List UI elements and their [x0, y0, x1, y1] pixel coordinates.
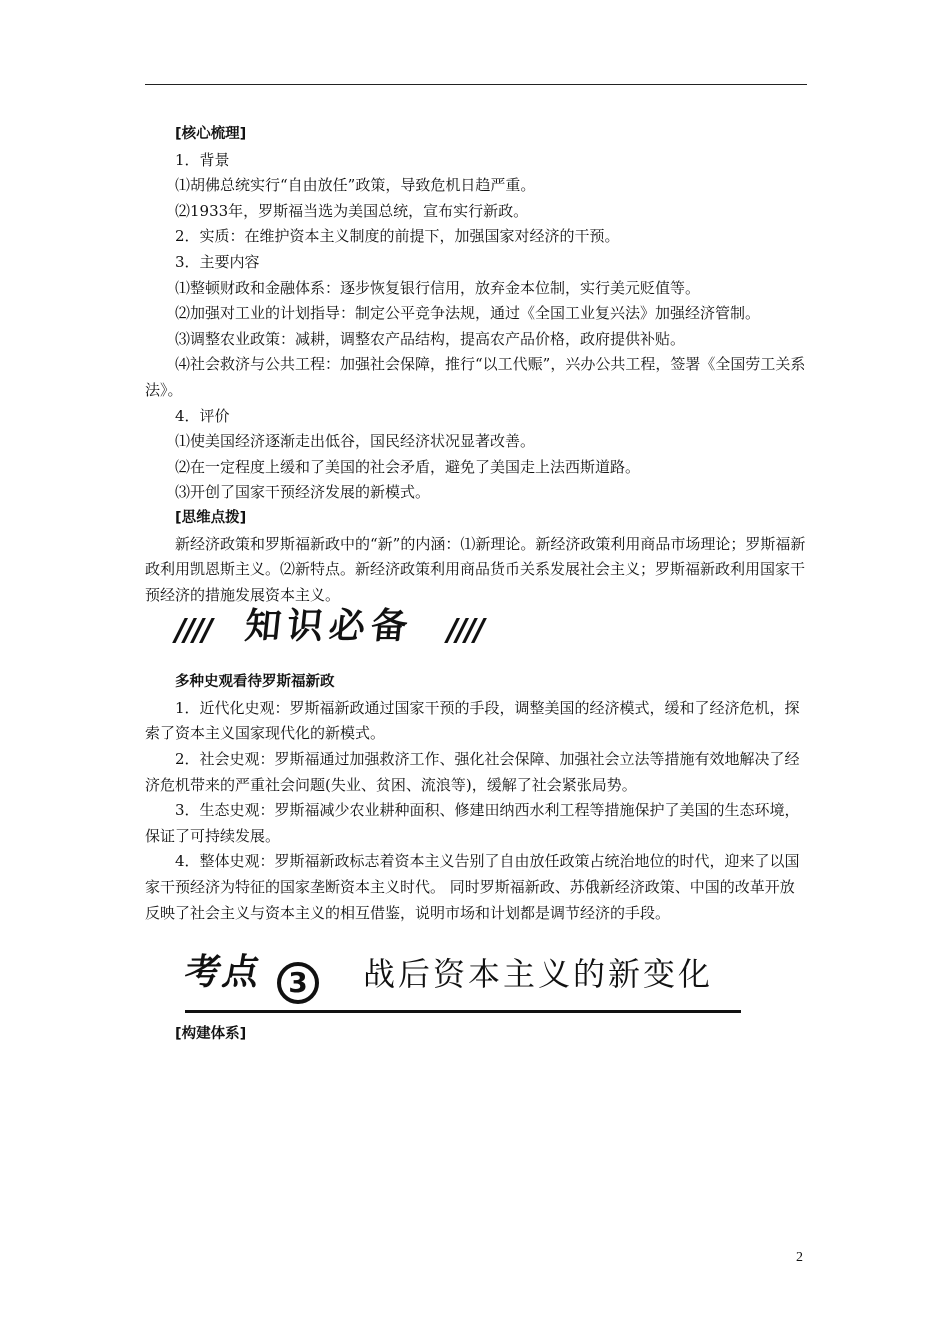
- core-line: 3．主要内容: [175, 252, 260, 271]
- views-heading: 多种史观看待罗斯福新政: [175, 674, 335, 691]
- banner-slashes-right: ////: [447, 613, 483, 649]
- kaodian-banner: [145, 951, 809, 1016]
- tips-paragraph: 新经济政策和罗斯福新政中的“新”的内涵：⑴新理论。新经济政策利用商品市场理论；罗斯福新政利用凯恩斯主义。⑵新特点。新经济政策利用商品货币关系发展社会主义；罗斯福新政利用国家干预经济的措施发展资本主义。: [145, 534, 806, 604]
- kaodian-label: 考点: [181, 951, 265, 994]
- views-paragraph: 2．社会史观：罗斯福通过加强救济工作、强化社会保障、加强社会立法等措施有效地解决了经济危机带来的严重社会问题(失业、贫困、流浪等)，缓解了社会紧张局势。: [145, 750, 800, 794]
- views-paragraph: 1．近代化史观：罗斯福新政通过国家干预的手段，调整美国的经济模式，缓和了经济危机，探索了资本主义国家现代化的新模式。: [145, 698, 800, 743]
- header-rule: [145, 84, 807, 85]
- core-line: ⑶开创了国家干预经济发展的新模式。: [175, 483, 431, 502]
- views-paragraph: 3．生态史观：罗斯福减少农业耕种面积、修建田纳西水利工程等措施保护了美国的生态环境，保证了可持续发展。: [145, 801, 800, 845]
- kaodian-number: 3: [277, 962, 319, 1004]
- core-line: ⑵在一定程度上缓和了美国的社会矛盾，避免了美国走上法西斯道路。: [175, 457, 641, 476]
- page-content: [145, 122, 809, 1048]
- core-line: ⑴使美国经济逐渐走出低谷，国民经济状况显著改善。: [175, 432, 536, 451]
- knowledge-banner-title: 知识必备: [242, 605, 416, 648]
- banner-slashes-left: ////: [175, 613, 211, 649]
- core-line: ⑷社会救济与公共工程：加强社会保障，推行“以工代赈”，兴办公共工程，签署《全国劳工关系法》。: [145, 355, 806, 399]
- core-line: ⑴整顿财政和金融体系：逐步恢复银行信用，放弃金本位制，实行美元贬值等。: [175, 278, 701, 297]
- build-heading: [构建体系]: [175, 1026, 247, 1043]
- core-line: ⑵1933年，罗斯福当选为美国总统，宣布实行新政。: [175, 201, 529, 220]
- kaodian-topic: 战后资本主义的新变化: [363, 955, 714, 994]
- knowledge-banner: [145, 605, 809, 664]
- views-paragraph: 4．整体史观：罗斯福新政标志着资本主义告别了自由放任政策占统治地位的时代，迎来了以国家干预经济为特征的国家垄断资本主义时代。 同时罗斯福新政、苏俄新经济政策、中国的改革开放反映了社会主义与资本主义的相互借鉴，说明市场和计划都是调节经济的手段。: [145, 852, 800, 922]
- core-heading: [核心梳理]: [175, 126, 247, 142]
- core-line: ⑴胡佛总统实行“自由放任”政策，导致危机日趋严重。: [175, 176, 536, 195]
- core-line: 2．实质：在维护资本主义制度的前提下，加强国家对经济的干预。: [175, 227, 620, 246]
- core-line: ⑵加强对工业的计划指导：制定公平竞争法规，通过《全国工业复兴法》加强经济管制。: [175, 304, 761, 323]
- page-number: 2: [796, 1250, 803, 1265]
- tips-heading: [思维点拨]: [175, 509, 247, 526]
- kaodian-underline: [185, 1010, 741, 1013]
- core-line: 1．背景: [175, 150, 230, 169]
- core-line: ⑶调整农业政策：减耕，调整农产品结构，提高农产品价格，政府提供补贴。: [175, 329, 686, 348]
- core-line: 4．评价: [175, 406, 230, 425]
